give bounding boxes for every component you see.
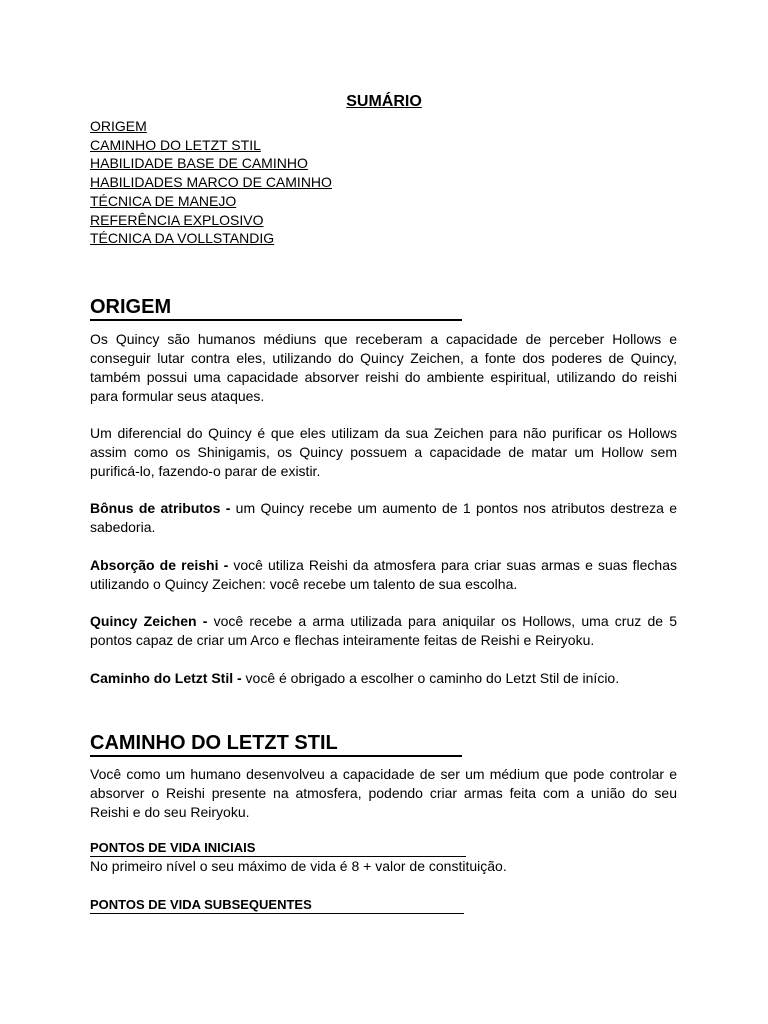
pv-iniciais-text: No primeiro nível o seu máximo de vida é 8 + valor de constituição.	[90, 858, 507, 874]
origem-paragraph-1: Os Quincy são humanos médiuns que receberam a capacidade de perceber Hollows e conseguir lutar contra eles, utilizando do Quincy Zeichen, a fonte dos poderes de Quincy, também possui uma capacidade absorver reishi do ambiente espiritual, utilizando do reishi para formular seus ataques.	[90, 331, 677, 404]
quincy-zeichen-paragraph	[90, 612, 677, 650]
quincy-zeichen-text: você recebe a arma utilizada para aniquilar os Hollows, uma cruz de 5 pontos capaz de criar um Arco e flechas inteiramente feitas de Reishi e Reiryoku.	[90, 613, 677, 648]
bonus-atributos-text: um Quincy recebe um aumento de 1 pontos nos atributos destreza e sabedoria.	[90, 500, 677, 535]
toc-link-habilidades-marco[interactable]: HABILIDADES MARCO DE CAMINHO	[90, 174, 332, 191]
toc-link-habilidade-base[interactable]: HABILIDADE BASE DE CAMINHO	[90, 155, 308, 172]
origem-paragraph-2: Um diferencial do Quincy é que eles utilizam da sua Zeichen para não purificar os Hollows assim como os Shinigamis, os Quincy possuem a capacidade de matar um Hollow sem purificá-lo, fazendo-o parar de existir.	[90, 425, 677, 479]
toc-link-tecnica-manejo[interactable]: TÉCNICA DE MANEJO	[90, 192, 237, 209]
pv-iniciais-heading: PONTOS DE VIDA INICIAIS	[90, 840, 466, 857]
letzt-stil-paragraph: Você como um humano desenvolveu a capacidade de ser um médium que pode controlar e absorver o Reishi presente na atmosfera, podendo criar armas feita com a união do seu Reishi e do seu Reiryoku.	[90, 766, 677, 820]
pv-subsequentes-heading: PONTOS DE VIDA SUBSEQUENTES	[90, 897, 464, 914]
toc-link-origem[interactable]: ORIGEM	[90, 118, 147, 134]
quincy-zeichen-label: Quincy Zeichen -	[90, 613, 208, 629]
summary-title: SUMÁRIO	[346, 93, 422, 110]
letzt-stil-heading: CAMINHO DO LETZT STIL	[90, 731, 462, 757]
table-of-contents	[90, 117, 332, 248]
origem-heading: ORIGEM	[90, 295, 462, 321]
bonus-atributos-paragraph	[90, 499, 677, 537]
caminho-letzt-label: Caminho do Letzt Stil -	[90, 670, 242, 686]
bonus-atributos-label: Bônus de atributos -	[90, 500, 231, 516]
caminho-letzt-text: você é obrigado a escolher o caminho do Letzt Stil de início.	[241, 670, 620, 686]
absorcao-reishi-label: Absorção de reishi -	[90, 557, 229, 573]
toc-link-referencia-explosivo[interactable]: REFERÊNCIA EXPLOSIVO	[90, 211, 264, 228]
toc-link-caminho-letzt-stil[interactable]: CAMINHO DO LETZT STIL	[90, 136, 261, 153]
absorcao-reishi-paragraph	[90, 556, 677, 594]
absorcao-reishi-text: você utiliza Reishi da atmosfera para criar suas armas e suas flechas utilizando o Quincy Zeichen: você recebe um talento de sua escolha.	[90, 557, 677, 592]
toc-link-tecnica-vollstandig[interactable]: TÉCNICA DA VOLLSTANDIG	[90, 230, 275, 247]
caminho-letzt-paragraph	[90, 669, 677, 688]
